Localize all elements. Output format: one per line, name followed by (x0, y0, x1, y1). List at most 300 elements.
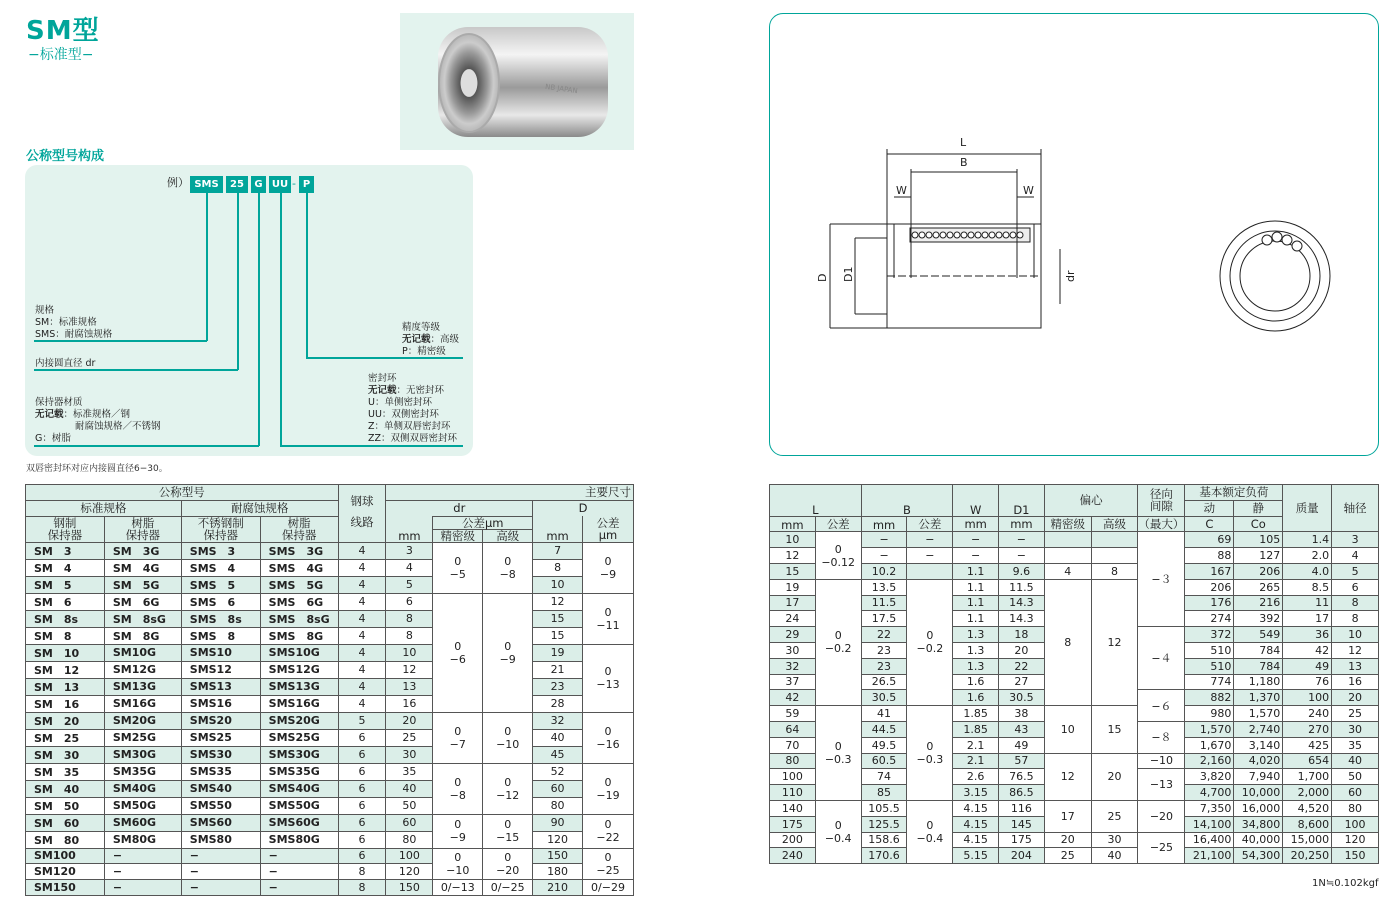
page-title: SM型 (26, 16, 100, 46)
D-tol-cell: 0 −19 (582, 763, 633, 814)
hdr-balls: 钢球 (338, 485, 386, 517)
table-row (26, 814, 634, 831)
dr-cell: 12 (386, 661, 433, 678)
ball-rows-cell: 8 (338, 864, 386, 880)
shaft-cell: 3 (1332, 532, 1379, 548)
D-cell: 45 (533, 746, 583, 763)
Co-cell: 3,140 (1234, 737, 1283, 753)
hdr-gap-max: （最大） (1138, 516, 1185, 531)
example-prefix: 例） (167, 176, 189, 189)
model-cell: SMS35 (181, 763, 260, 780)
table-row (26, 593, 634, 610)
shaft-cell: 50 (1332, 769, 1379, 785)
mass-cell: 270 (1283, 721, 1332, 737)
model-cell: SM 13 (26, 678, 105, 695)
L-tol-cell: 0 −0.12 (815, 532, 861, 579)
L-cell: 80 (770, 753, 816, 769)
hdr-D-mm: mm (533, 516, 583, 542)
W-cell: 4.15 (953, 816, 999, 832)
C-cell: 206 (1185, 579, 1234, 595)
table-row (26, 610, 634, 627)
table-row (770, 753, 1379, 769)
table-row (26, 542, 634, 559)
dim-label-B: B (960, 156, 968, 169)
D-tol-cell: 0 −11 (582, 593, 633, 644)
hdr-Co: Co (1234, 516, 1283, 532)
bearing-end-image (438, 33, 500, 133)
ecc-precise-cell: 25 (1044, 848, 1091, 864)
mass-cell: 1,700 (1283, 769, 1332, 785)
model-cell: SM20G (104, 712, 181, 729)
Co-cell: 34,800 (1234, 816, 1283, 832)
left-spec-table (25, 484, 634, 896)
dr-cell: 10 (386, 644, 433, 661)
dr-tol-high-cell: 0 −10 (483, 712, 533, 763)
table-row (26, 695, 634, 712)
model-cell: SMS50 (181, 797, 260, 814)
model-cell: SMS10G (260, 644, 338, 661)
D-cell: 15 (533, 610, 583, 627)
dr-cell: 3 (386, 542, 433, 559)
ecc-precise-cell: 8 (1044, 579, 1091, 705)
ball-rows-cell: 4 (338, 644, 386, 661)
hdr-W-mm: mm (953, 516, 999, 532)
C-cell: 980 (1185, 706, 1234, 722)
B-cell: 85 (861, 785, 907, 801)
D1-cell: − (999, 532, 1045, 548)
D-cell: 7 (533, 542, 583, 559)
table-row (770, 706, 1379, 722)
model-cell: SM 16 (26, 695, 105, 712)
hdr-B-mm: mm (861, 516, 907, 532)
D-tol-cell: 0 −9 (582, 542, 633, 593)
B-cell: 41 (861, 706, 907, 722)
mass-cell: 240 (1283, 706, 1332, 722)
W-cell: 1.3 (953, 642, 999, 658)
hdr-radial: 径向 间隙 (1138, 485, 1185, 517)
hdr-L: L (770, 485, 862, 517)
connector-line (206, 193, 208, 341)
L-cell: 64 (770, 721, 816, 737)
model-cell: SMS20 (181, 712, 260, 729)
L-cell: 24 (770, 611, 816, 627)
table-row (26, 627, 634, 644)
W-cell: 3.15 (953, 785, 999, 801)
table-row (770, 579, 1379, 595)
Co-cell: 40,000 (1234, 832, 1283, 848)
table-row (770, 532, 1379, 548)
model-cell: SM60G (104, 814, 181, 831)
model-cell: SM 25 (26, 729, 105, 746)
dim-label-D: D (816, 273, 829, 282)
hdr-ecc: 偏心 (1044, 485, 1138, 517)
model-cell: SM 3G (104, 542, 181, 559)
B-tol-cell: 0 −0.3 (907, 706, 953, 801)
dr-tol-precise-cell: 0 −6 (433, 593, 483, 712)
footnote: 双唇密封环对应内接圆直径6−30。 (26, 464, 168, 474)
table-row (26, 831, 634, 848)
D1-cell: 175 (999, 832, 1045, 848)
model-cell: SMS 8sG (260, 610, 338, 627)
C-cell: 774 (1185, 674, 1234, 690)
C-cell: 1,570 (1185, 721, 1234, 737)
gap-cell: −４ (1138, 627, 1185, 690)
hdr-mass: 质量 (1283, 485, 1332, 532)
model-cell: SMS 5 (181, 576, 260, 593)
dr-cell: 8 (386, 627, 433, 644)
D1-cell: 14.3 (999, 611, 1045, 627)
legend-precision: 精度等级 无记载：高级 P：精密级 (402, 322, 460, 357)
table-row (26, 880, 634, 896)
B-cell: 60.5 (861, 753, 907, 769)
model-cell: SMS30 (181, 746, 260, 763)
model-cell: SM 4G (104, 559, 181, 576)
D-cell: 10 (533, 576, 583, 593)
legend-seal: 密封环 无记载：无密封环 U：单侧密封环 UU：双侧密封环 Z：单侧双唇密封环 ZZ：双侧双唇密封环 (368, 373, 458, 444)
right-spec-table (769, 484, 1379, 864)
C-cell: 510 (1185, 658, 1234, 674)
model-cell: SMS 8s (181, 610, 260, 627)
C-cell: 14,100 (1185, 816, 1234, 832)
model-cell: − (104, 880, 181, 896)
hdr-stat: 静 (1234, 500, 1283, 516)
C-cell: 882 (1185, 690, 1234, 706)
ball-rows-cell: 6 (338, 831, 386, 848)
dr-tol-precise-cell: 0 −5 (433, 542, 483, 593)
ecc-high-cell: 40 (1091, 848, 1138, 864)
L-cell: 15 (770, 563, 816, 579)
hdr-load: 基本额定负荷 (1185, 485, 1283, 501)
mass-cell: 654 (1283, 753, 1332, 769)
L-cell: 140 (770, 800, 816, 816)
B-tol-cell: 0 −0.2 (907, 579, 953, 705)
model-cell: SMS50G (260, 797, 338, 814)
dr-cell: 40 (386, 780, 433, 797)
model-cell: SM 8s (26, 610, 105, 627)
L-cell: 42 (770, 690, 816, 706)
ecc-precise-cell: 10 (1044, 706, 1091, 753)
model-cell: SMS12G (260, 661, 338, 678)
dr-tol-high-cell: 0 −20 (483, 848, 533, 880)
page-subtitle: −标准型− (28, 47, 94, 63)
model-cell: SM 35 (26, 763, 105, 780)
model-cell: SMS 4G (260, 559, 338, 576)
hdr-nominal: 公称型号 (26, 485, 339, 501)
table-row (26, 644, 634, 661)
ball-rows-cell: 6 (338, 746, 386, 763)
code-dash: - (292, 177, 296, 190)
mass-cell: 20,250 (1283, 848, 1332, 864)
gap-cell: −３ (1138, 532, 1185, 627)
dr-tol-high-cell: 0 −12 (483, 763, 533, 814)
connector-line (306, 193, 308, 358)
hdr-B-tol: 公差 (907, 516, 953, 532)
dr-cell: 20 (386, 712, 433, 729)
ball-rows-cell: 4 (338, 661, 386, 678)
shaft-cell: 25 (1332, 706, 1379, 722)
model-cell: SMS12 (181, 661, 260, 678)
B-cell: 22 (861, 627, 907, 643)
ecc-high-cell: 30 (1091, 832, 1138, 848)
ball-rows-cell: 5 (338, 712, 386, 729)
model-cell: SMS 8 (181, 627, 260, 644)
hdr-L-mm: mm (770, 516, 816, 532)
D-cell: 8 (533, 559, 583, 576)
Co-cell: 54,300 (1234, 848, 1283, 864)
model-cell: SM13G (104, 678, 181, 695)
W-cell: 1.6 (953, 690, 999, 706)
dr-tol-high-cell: 0 −8 (483, 542, 533, 593)
model-cell: SM 6G (104, 593, 181, 610)
shaft-cell: 10 (1332, 627, 1379, 643)
ball-rows-cell: 6 (338, 780, 386, 797)
mass-cell: 15,000 (1283, 832, 1332, 848)
mass-cell: 11 (1283, 595, 1332, 611)
L-cell: 110 (770, 785, 816, 801)
ball-rows-cell: 4 (338, 627, 386, 644)
ecc-high-cell: 15 (1091, 706, 1138, 753)
Co-cell: 549 (1234, 627, 1283, 643)
table-row (26, 763, 634, 780)
B-cell: 23 (861, 642, 907, 658)
ecc-high-cell: 12 (1091, 579, 1138, 705)
W-cell: 2.1 (953, 753, 999, 769)
dr-cell: 30 (386, 746, 433, 763)
model-cell: SMS 5G (260, 576, 338, 593)
dr-tol-precise-cell: 0/−13 (433, 880, 483, 896)
shaft-cell: 80 (1332, 800, 1379, 816)
D1-cell: 76.5 (999, 769, 1045, 785)
Co-cell: 206 (1234, 563, 1283, 579)
Co-cell: 216 (1234, 595, 1283, 611)
dim-label-dr: dr (1064, 270, 1077, 282)
W-cell: 1.3 (953, 627, 999, 643)
model-cell: SMS 8G (260, 627, 338, 644)
model-cell: SM40G (104, 780, 181, 797)
C-cell: 4,700 (1185, 785, 1234, 801)
hdr-D1: D1 (999, 485, 1045, 517)
gap-cell: −13 (1138, 769, 1185, 801)
table-row (770, 548, 1379, 564)
B-cell: 170.6 (861, 848, 907, 864)
D-cell: 21 (533, 661, 583, 678)
D1-cell: 20 (999, 642, 1045, 658)
connector-line (34, 445, 259, 447)
ball-rows-cell: 4 (338, 678, 386, 695)
mass-cell: 36 (1283, 627, 1332, 643)
ball-rows-cell: 6 (338, 797, 386, 814)
Co-cell: 4,020 (1234, 753, 1283, 769)
D1-cell: 18 (999, 627, 1045, 643)
dr-tol-precise-cell: 0 −10 (433, 848, 483, 880)
shaft-cell: 35 (1332, 737, 1379, 753)
Co-cell: 127 (1234, 548, 1283, 564)
hdr-B: B (861, 485, 953, 517)
C-cell: 176 (1185, 595, 1234, 611)
legend-cage: 保持器材质 无记载：标准规格／钢 耐腐蚀规格／不锈钢 G：树脂 (35, 397, 161, 444)
model-cell: SMS25 (181, 729, 260, 746)
model-cell: SMS10 (181, 644, 260, 661)
dr-tol-precise-cell: 0 −9 (433, 814, 483, 848)
model-cell: SMS 3G (260, 542, 338, 559)
shaft-cell: 4 (1332, 548, 1379, 564)
mass-cell: 100 (1283, 690, 1332, 706)
L-cell: 100 (770, 769, 816, 785)
table-row (26, 746, 634, 763)
code-seal: UU (269, 176, 291, 193)
shaft-cell: 30 (1332, 721, 1379, 737)
dr-cell: 8 (386, 610, 433, 627)
model-cell: SM80G (104, 831, 181, 848)
table-row (26, 559, 634, 576)
B-cell: − (861, 548, 907, 564)
model-cell: SM50G (104, 797, 181, 814)
mass-cell: 8.5 (1283, 579, 1332, 595)
ball-rows-cell: 4 (338, 610, 386, 627)
gap-cell: −８ (1138, 721, 1185, 753)
ecc-precise-cell: 12 (1044, 753, 1091, 800)
connector-line (280, 193, 282, 446)
mass-cell: 8,600 (1283, 816, 1332, 832)
B-tol-cell (907, 563, 953, 579)
ecc-high-cell: 25 (1091, 800, 1138, 832)
B-cell: 17.5 (861, 611, 907, 627)
W-cell: 1.85 (953, 721, 999, 737)
table-row (770, 832, 1379, 848)
model-cell: SM120 (26, 864, 105, 880)
model-cell: SMS 3 (181, 542, 260, 559)
shaft-cell: 12 (1332, 642, 1379, 658)
dr-cell: 25 (386, 729, 433, 746)
table-row (26, 729, 634, 746)
L-cell: 70 (770, 737, 816, 753)
D1-cell: 22 (999, 658, 1045, 674)
L-tol-cell: 0 −0.2 (815, 579, 861, 705)
model-cell: SM 6 (26, 593, 105, 610)
table-row (26, 712, 634, 729)
model-cell: SM16G (104, 695, 181, 712)
W-cell: 2.6 (953, 769, 999, 785)
D1-cell: − (999, 548, 1045, 564)
D-cell: 23 (533, 678, 583, 695)
dim-label-L: L (960, 136, 967, 149)
C-cell: 16,400 (1185, 832, 1234, 848)
hdr-D1-mm: mm (999, 516, 1045, 532)
shaft-cell: 16 (1332, 674, 1379, 690)
code-precision: P (299, 176, 314, 193)
B-cell: 44.5 (861, 721, 907, 737)
D1-cell: 11.5 (999, 579, 1045, 595)
W-cell: − (953, 532, 999, 548)
ball-rows-cell: 4 (338, 576, 386, 593)
shaft-cell: 8 (1332, 611, 1379, 627)
connector-line (280, 445, 463, 447)
Co-cell: 10,000 (1234, 785, 1283, 801)
shaft-cell: 60 (1332, 785, 1379, 801)
Co-cell: 16,000 (1234, 800, 1283, 816)
hdr-resin: 树脂 保持器 (104, 516, 181, 542)
W-cell: − (953, 548, 999, 564)
product-logo: NB JAPAN (544, 82, 579, 96)
hdr-ecc-precise: 精密级 (1044, 516, 1091, 532)
dr-cell: 120 (386, 864, 433, 880)
hdr-stainless: 不锈钢制 保持器 (181, 516, 260, 542)
product-photo (400, 13, 634, 150)
code-cage: G (251, 176, 266, 193)
model-cell: SMS40 (181, 780, 260, 797)
ecc-high-cell (1091, 532, 1138, 548)
ball-rows-cell: 6 (338, 814, 386, 831)
model-cell: SMS25G (260, 729, 338, 746)
W-cell: 1.1 (953, 563, 999, 579)
shaft-cell: 120 (1332, 832, 1379, 848)
dim-label-D1: D1 (842, 266, 855, 282)
hdr-dr-mm: mm (386, 516, 433, 542)
shaft-cell: 6 (1332, 579, 1379, 595)
hdr-standard: 标准规格 (26, 500, 182, 516)
dr-cell: 35 (386, 763, 433, 780)
legend-spec: 规格 SM：标准规格 SMS：耐腐蚀规格 (35, 305, 113, 340)
model-cell: SMS80 (181, 831, 260, 848)
shaft-cell: 8 (1332, 595, 1379, 611)
D-tol-cell: 0/−29 (582, 880, 633, 896)
model-cell: SM 4 (26, 559, 105, 576)
W-cell: 1.1 (953, 611, 999, 627)
shaft-cell: 40 (1332, 753, 1379, 769)
model-cell: SMS20G (260, 712, 338, 729)
Co-cell: 105 (1234, 532, 1283, 548)
C-cell: 1,670 (1185, 737, 1234, 753)
D-tol-cell: 0 −13 (582, 644, 633, 712)
model-cell: SM 8G (104, 627, 181, 644)
model-cell: SM 10 (26, 644, 105, 661)
table-row (26, 848, 634, 864)
D1-cell: 49 (999, 737, 1045, 753)
ball-rows-cell: 4 (338, 593, 386, 610)
D-cell: 210 (533, 880, 583, 896)
hdr-dr: dr (386, 500, 533, 516)
L-cell: 37 (770, 674, 816, 690)
W-cell: 2.1 (953, 737, 999, 753)
D-cell: 28 (533, 695, 583, 712)
model-cell: SM 80 (26, 831, 105, 848)
hdr-W: W (953, 485, 999, 517)
C-cell: 7,350 (1185, 800, 1234, 816)
ecc-precise-cell (1044, 532, 1091, 548)
ecc-precise-cell (1044, 548, 1091, 564)
table-row (26, 576, 634, 593)
dr-cell: 5 (386, 576, 433, 593)
hdr-rows: 线路 (338, 516, 386, 542)
shaft-cell: 150 (1332, 848, 1379, 864)
L-cell: 59 (770, 706, 816, 722)
model-cell: − (260, 864, 338, 880)
dr-tol-high-cell: 0/−25 (483, 880, 533, 896)
table-row (770, 800, 1379, 816)
dr-cell: 100 (386, 848, 433, 864)
gap-cell: −25 (1138, 832, 1185, 864)
L-cell: 10 (770, 532, 816, 548)
mass-cell: 4.0 (1283, 563, 1332, 579)
ecc-precise-cell: 17 (1044, 800, 1091, 832)
hdr-D: D (533, 500, 634, 516)
table-row (26, 780, 634, 797)
B-cell: 23 (861, 658, 907, 674)
L-cell: 17 (770, 595, 816, 611)
model-cell: SMS30G (260, 746, 338, 763)
D-cell: 120 (533, 831, 583, 848)
C-cell: 167 (1185, 563, 1234, 579)
